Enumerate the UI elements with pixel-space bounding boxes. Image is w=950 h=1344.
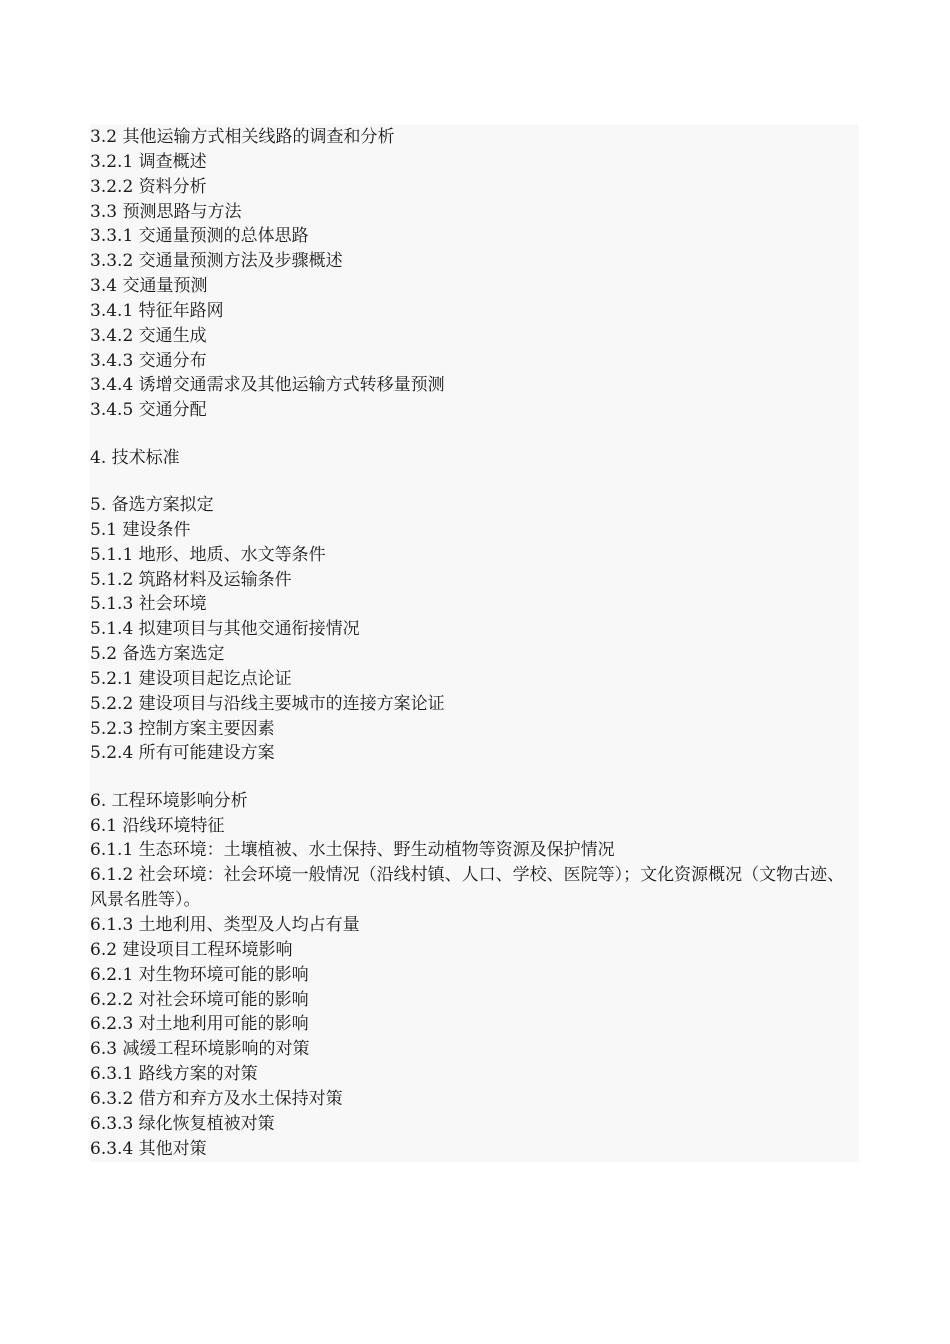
section-gap	[90, 470, 859, 493]
toc-line: 3.4.3 交通分布	[90, 350, 207, 371]
toc-line: 5.1.3 社会环境	[90, 594, 207, 615]
toc-line: 6.2 建设项目工程环境影响	[90, 939, 293, 960]
toc-line: 5.1.2 筑路材料及运输条件	[90, 569, 292, 590]
toc-line: 6.2.1 对生物环境可能的影响	[90, 964, 309, 985]
section-heading: 4. 技术标准	[90, 447, 180, 468]
toc-line-wrapped: 6.1.2 社会环境：社会环境一般情况（沿线村镇、人口、学校、医院等）；文化资源概况（文物古迹、风景名胜等）。	[90, 865, 845, 911]
toc-line: 3.3.1 交通量预测的总体思路	[90, 226, 309, 247]
toc-line: 3.4.5 交通分配	[90, 400, 207, 421]
toc-line: 5.2.3 控制方案主要因素	[90, 718, 275, 739]
toc-line: 5.2.4 所有可能建设方案	[90, 743, 275, 764]
toc-line: 5.2 备选方案选定	[90, 644, 225, 665]
toc-line: 6.3.1 路线方案的对策	[90, 1064, 258, 1085]
toc-line: 5.1.4 拟建项目与其他交通衔接情况	[90, 619, 360, 640]
toc-line: 6.3.2 借方和弃方及水土保持对策	[90, 1088, 343, 1109]
toc-line: 5.1.1 地形、地质、水文等条件	[90, 544, 326, 565]
toc-line: 3.2 其他运输方式相关线路的调查和分析	[90, 127, 395, 147]
toc-line: 6.2.2 对社会环境可能的影响	[90, 989, 309, 1010]
document-content	[90, 124, 859, 1162]
section-gap	[90, 423, 859, 446]
section-heading: 6. 工程环境影响分析	[90, 790, 248, 811]
toc-line: 3.3 预测思路与方法	[90, 201, 242, 222]
toc-line: 3.4.2 交通生成	[90, 325, 207, 346]
section-gap	[90, 766, 859, 789]
toc-line: 3.2.1 调查概述	[90, 151, 207, 172]
toc-line: 6.3.4 其他对策	[90, 1138, 207, 1159]
toc-line: 3.4.1 特征年路网	[90, 300, 224, 321]
toc-line: 6.1 沿线环境特征	[90, 815, 225, 836]
section-heading: 5. 备选方案拟定	[90, 494, 214, 515]
toc-line: 3.2.2 资料分析	[90, 176, 207, 197]
toc-line: 6.3.3 绿化恢复植被对策	[90, 1113, 275, 1134]
toc-line: 5.2.1 建设项目起讫点论证	[90, 668, 292, 689]
toc-line: 5.2.2 建设项目与沿线主要城市的连接方案论证	[90, 693, 445, 714]
toc-line: 5.1 建设条件	[90, 519, 191, 540]
toc-line: 6.1.3 土地利用、类型及人均占有量	[90, 914, 360, 935]
toc-line: 3.4.4 诱增交通需求及其他运输方式转移量预测	[90, 375, 445, 396]
toc-line: 3.3.2 交通量预测方法及步骤概述	[90, 251, 343, 272]
toc-line: 6.2.3 对土地利用可能的影响	[90, 1014, 309, 1035]
toc-line: 6.1.1 生态环境：土壤植被、水土保持、野生动植物等资源及保护情况	[90, 840, 615, 861]
toc-line: 6.3 减缓工程环境影响的对策	[90, 1039, 310, 1060]
toc-line: 3.4 交通量预测	[90, 276, 208, 297]
